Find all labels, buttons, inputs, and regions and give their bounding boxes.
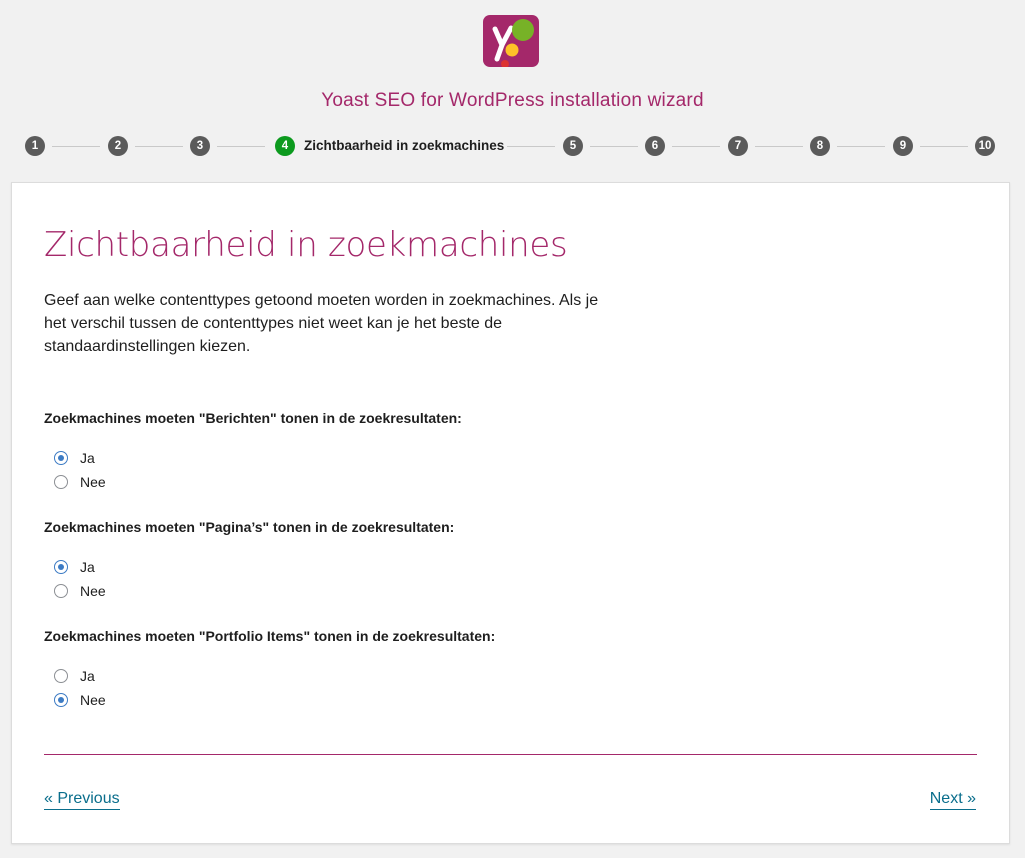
- radio-label[interactable]: Ja: [80, 668, 95, 684]
- wizard-title: Yoast SEO for WordPress installation wizard: [321, 90, 704, 111]
- step-4[interactable]: 4: [275, 136, 295, 156]
- radio-portfolio-ja[interactable]: [54, 669, 68, 683]
- question-paginas: Zoekmachines moeten "Pagina’s" tonen in de zoekresultaten:: [44, 519, 455, 535]
- option-portfolio-ja[interactable]: [54, 667, 95, 685]
- wizard-card: [11, 182, 1010, 844]
- next-button[interactable]: Next »: [930, 790, 976, 810]
- step-connector: [920, 146, 968, 147]
- question-berichten: Zoekmachines moeten "Berichten" tonen in de zoekresultaten:: [44, 410, 462, 426]
- radio-berichten-ja[interactable]: [54, 451, 68, 465]
- step-indicator: [24, 136, 997, 156]
- divider: [44, 754, 977, 755]
- step-connector: [837, 146, 885, 147]
- step-connector: [135, 146, 183, 147]
- option-paginas-ja[interactable]: [54, 558, 95, 576]
- step-10[interactable]: 10: [975, 136, 995, 156]
- yoast-logo-icon: [483, 15, 539, 67]
- step-4-label: Zichtbaarheid in zoekmachines: [304, 138, 505, 153]
- step-3[interactable]: 3: [190, 136, 210, 156]
- radio-portfolio-nee[interactable]: [54, 693, 68, 707]
- intro-text: Geef aan welke contenttypes getoond moeten worden in zoekmachines. Als je het verschil tussen de contenttypes niet weet kan je het beste de standaardinstellingen kiezen.: [44, 292, 599, 355]
- step-6[interactable]: 6: [645, 136, 665, 156]
- step-5[interactable]: 5: [563, 136, 583, 156]
- radio-label[interactable]: Ja: [80, 559, 95, 575]
- radio-label[interactable]: Nee: [80, 692, 106, 708]
- previous-button[interactable]: « Previous: [44, 790, 120, 810]
- step-2[interactable]: 2: [108, 136, 128, 156]
- radio-label[interactable]: Ja: [80, 450, 95, 466]
- step-connector: [52, 146, 100, 147]
- radio-label[interactable]: Nee: [80, 583, 106, 599]
- step-9[interactable]: 9: [893, 136, 913, 156]
- question-portfolio-items: Zoekmachines moeten "Portfolio Items" tonen in de zoekresultaten:: [44, 628, 496, 644]
- step-connector: [217, 146, 265, 147]
- radio-paginas-nee[interactable]: [54, 584, 68, 598]
- step-connector: [755, 146, 803, 147]
- option-paginas-nee[interactable]: [54, 582, 106, 600]
- step-1[interactable]: 1: [25, 136, 45, 156]
- option-portfolio-nee[interactable]: [54, 691, 106, 709]
- step-8[interactable]: 8: [810, 136, 830, 156]
- radio-paginas-ja[interactable]: [54, 560, 68, 574]
- option-berichten-nee[interactable]: [54, 473, 106, 491]
- radio-label[interactable]: Nee: [80, 474, 106, 490]
- step-connector: [507, 146, 555, 147]
- step-connector: [672, 146, 720, 147]
- option-berichten-ja[interactable]: [54, 449, 95, 467]
- step-7[interactable]: 7: [728, 136, 748, 156]
- radio-berichten-nee[interactable]: [54, 475, 68, 489]
- step-connector: [590, 146, 638, 147]
- page-title: Zichtbaarheid in zoekmachines: [44, 225, 568, 265]
